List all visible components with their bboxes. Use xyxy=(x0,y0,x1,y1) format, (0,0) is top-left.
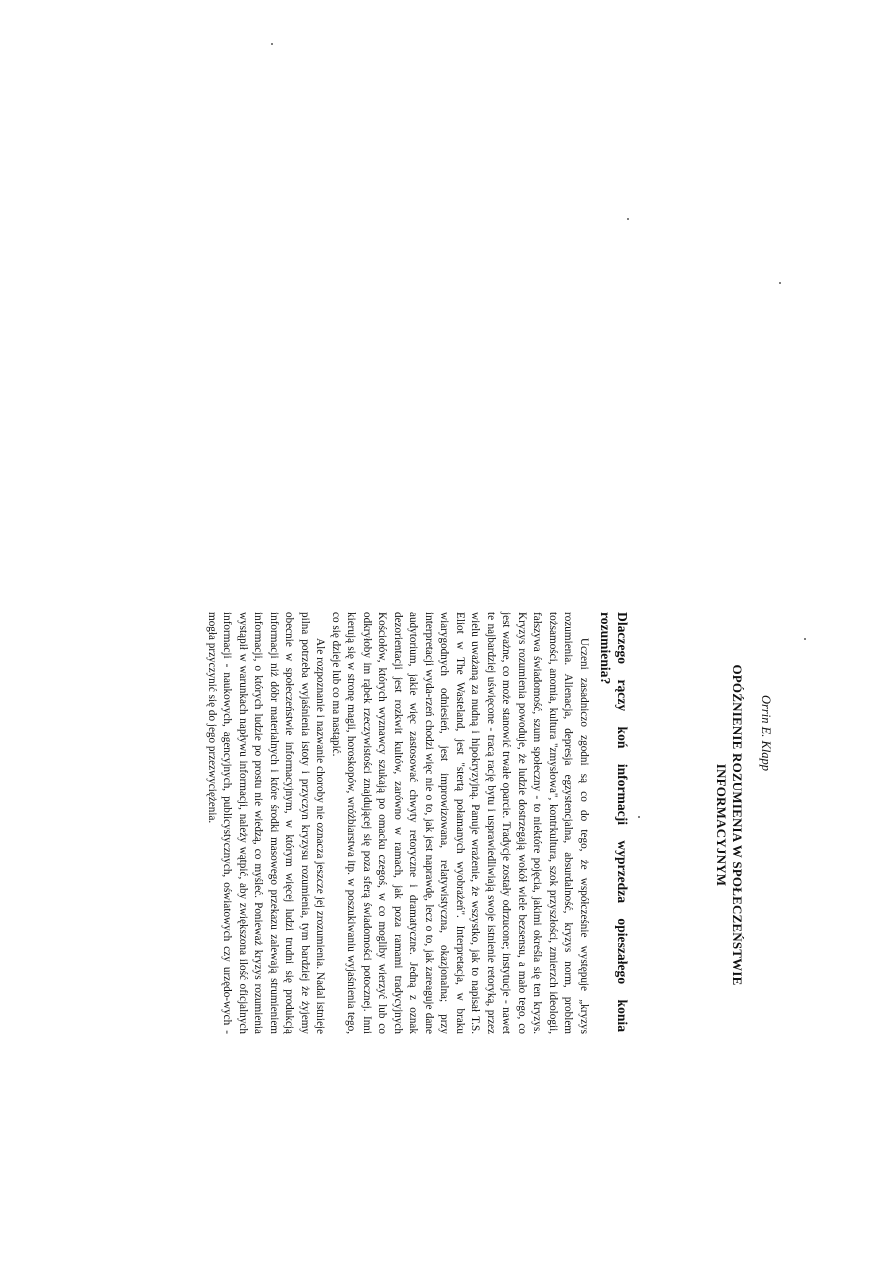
paragraph: Ale rozpoznanie i nazwanie choroby nie oznacza jeszcze jej zrozumienia. Nadal istnieje pilna potrzeba wyjaśnienia istoty i przyczyn kryzysu rozumienia, tym bardziej że żyjemy obecnie w społeczeństwie informacyjnym, w którym więcej ludzi trudni się produkcją informacji niż dóbr materialnych i które środki masowego przekazu zalewają strumieniem informacji, o których ludzie po prostu nie wiedzą, co myśleć. Ponieważ kryzys rozumienia wystąpił w warunkach napływu informacji, należy wątpić, aby zwiększona ilość oficjalnych informacji - naukowych, agencyjnych, publicystycznych, oświatowych czy urzędo-wych - mogła przyczynić się do jego przezwyciężenia. xyxy=(206,612,327,1034)
scan-speck xyxy=(638,816,640,818)
article-title xyxy=(713,610,745,1040)
title-line: OPÓŹNIENIE ROZUMIENIA W SPOŁECZEŃSTWIE xyxy=(730,664,745,986)
scan-speck xyxy=(804,638,806,640)
section-heading: Dlaczego rączy koń informacji wyprzedza opieszałego konia rozumienia? xyxy=(598,612,630,1032)
scan-speck xyxy=(779,282,781,284)
scan-speck xyxy=(627,218,629,220)
title-line: INFORMACYJNYM xyxy=(714,763,729,887)
scan-speck xyxy=(271,43,273,45)
article-body xyxy=(204,612,592,1034)
paragraph: Uczeni zasadniczo zgodni są co do tego, że współcześnie występuje „kryzys rozumienia. Alienacja, depresja egzystencjalna, absurdalność, kryzys norm, problem tożsamości, anomia, kultura "zmysłowa", kontrkultura, szok przyszłości, zmierzch ideologii, fałszywa świadomość, szum społeczny - to niektóre pojęcia, jakimi określa się ten kryzys. Kryzys rozumienia powoduje, że ludzie dostrzegają wokół wiele bezsensu, a mało tego, co jest ważne, co może stanowić trwałe oparcie. Tradycje zostały odrzucone; instytucje - nawet te najbardziej uświęcone - tracą rację bytu i usprawiedliwiają swoje istnienie retoryką, przez wielu uważaną za nudną i hipokryzyjną. Panuje wrażenie, że wszystko, jak to napisał T.S. Eliot w The Wasteland, jest "stertą połamanych wyobrażeń". Interpretacja, w braku wiarygodnych odniesień, jest improwizowana, relatywistyczna, okazjonalna; przy interpretacji wyda-rzeń chodzi więc nie o to, jak jest naprawdę, lecz o to, jak zareaguje dane audytorium, jakie więc zastosować chwyty retoryczne i dramatyczne. Jedną z oznak dezorientacji jest rozkwit kultów, zarówno w ramach, jak poza ramami tradycyjnych Kościołów, których wyznawcy szukają po omacku czegoś, w co mogliby wierzyć lub co odkryłoby im rąbek rzeczywistości znajdującej się poza sferą świadomości potocznej. Inni kierują się w stronę magii, horoskopów, wróżbiarstwa itp. w poszukiwaniu wyjaśnienia tego, co się dzieje lub co ma nastąpić. xyxy=(330,612,590,1034)
author-name: Orrin E. Klapp xyxy=(759,695,773,772)
